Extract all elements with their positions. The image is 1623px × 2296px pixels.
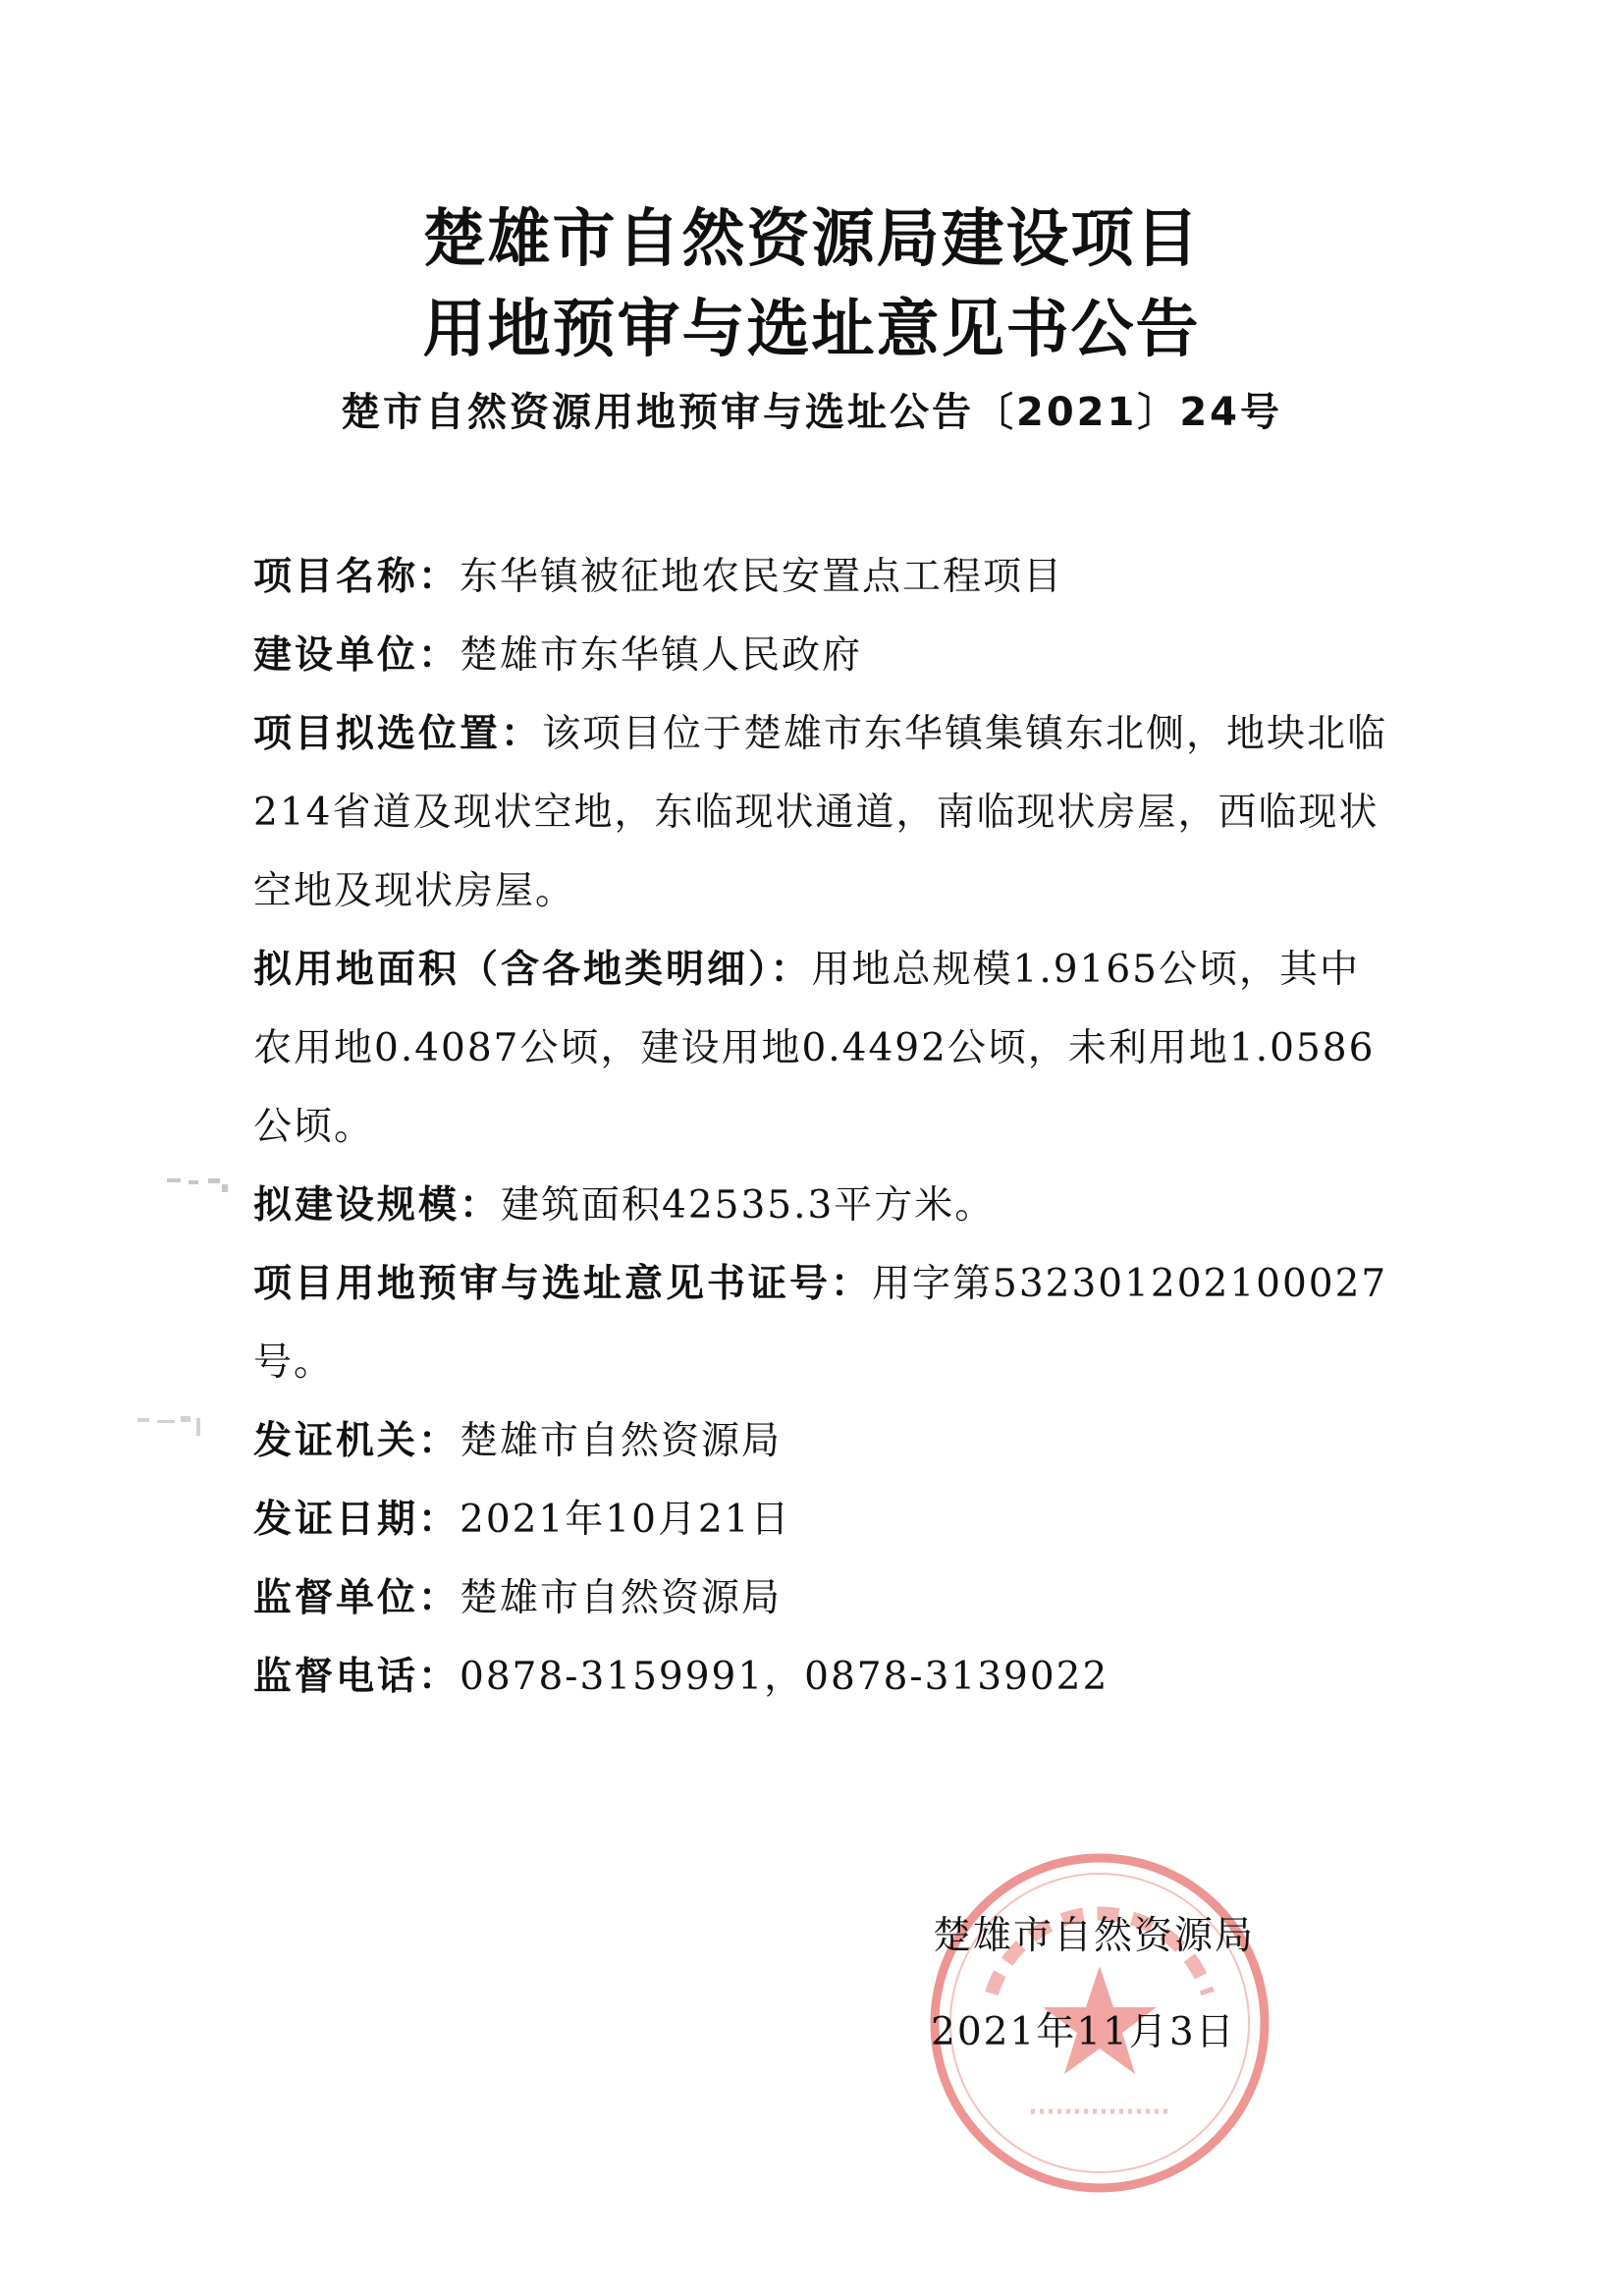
field-supervising-unit xyxy=(253,1559,1392,1638)
notice-body xyxy=(253,538,1392,1717)
field-issuing-authority xyxy=(253,1402,1392,1481)
field-label: 拟建设规模： xyxy=(253,1183,502,1228)
signature-organization: 楚雄市自然资源局 xyxy=(933,1914,1256,1958)
document-title-line-2: 用地预审与选址意见书公告 xyxy=(422,294,1201,366)
field-value: 用字第532301202100027号。 xyxy=(253,1262,1388,1385)
field-value: 楚雄市东华镇人民政府 xyxy=(460,633,863,678)
signature-block xyxy=(903,1886,1414,2141)
field-construction-unit xyxy=(253,617,1392,695)
field-value: 用地总规模1.9165公顷，其中农用地0.4087公顷，建设用地0.4492公顷，未利用地1.0586公顷。 xyxy=(253,948,1376,1149)
field-label: 监督单位： xyxy=(253,1576,460,1620)
field-project-name xyxy=(253,538,1392,617)
field-value: 该项目位于楚雄市东华镇集镇东北侧，地块北临214省道及现状空地，东临现状通道，南临现状房屋，西临现状空地及现状房屋。 xyxy=(253,712,1388,913)
field-label: 监督电话： xyxy=(253,1655,460,1699)
field-label: 项目名称： xyxy=(253,555,460,599)
field-label: 项目拟选位置： xyxy=(253,712,543,756)
field-value: 楚雄市自然资源局 xyxy=(460,1576,783,1620)
document-title-line-1: 楚雄市自然资源局建设项目 xyxy=(422,203,1201,276)
field-label: 拟用地面积（含各地类明细）： xyxy=(253,948,812,992)
field-issue-date xyxy=(253,1481,1392,1559)
field-label: 建设单位： xyxy=(253,633,460,678)
scan-artifact-marks xyxy=(128,1178,245,1473)
field-value: 2021年10月21日 xyxy=(460,1498,791,1542)
field-land-area xyxy=(253,931,1392,1167)
field-label: 发证机关： xyxy=(253,1419,460,1463)
document-number: 楚市自然资源用地预审与选址公告〔2021〕24号 xyxy=(341,390,1282,435)
field-value: 东华镇被征地农民安置点工程项目 xyxy=(460,555,1064,599)
field-value: 建筑面积42535.3平方米。 xyxy=(501,1183,996,1228)
field-construction-scale xyxy=(253,1167,1392,1245)
field-label: 发证日期： xyxy=(253,1498,460,1542)
signature-date: 2021年11月3日 xyxy=(931,2010,1236,2054)
field-certificate-number xyxy=(253,1245,1392,1402)
field-value: 楚雄市自然资源局 xyxy=(460,1419,783,1463)
field-supervision-phone xyxy=(253,1638,1392,1717)
field-value: 0878-3159991，0878-3139022 xyxy=(460,1655,1109,1699)
field-proposed-location xyxy=(253,695,1392,931)
field-label: 项目用地预审与选址意见书证号： xyxy=(253,1262,873,1306)
